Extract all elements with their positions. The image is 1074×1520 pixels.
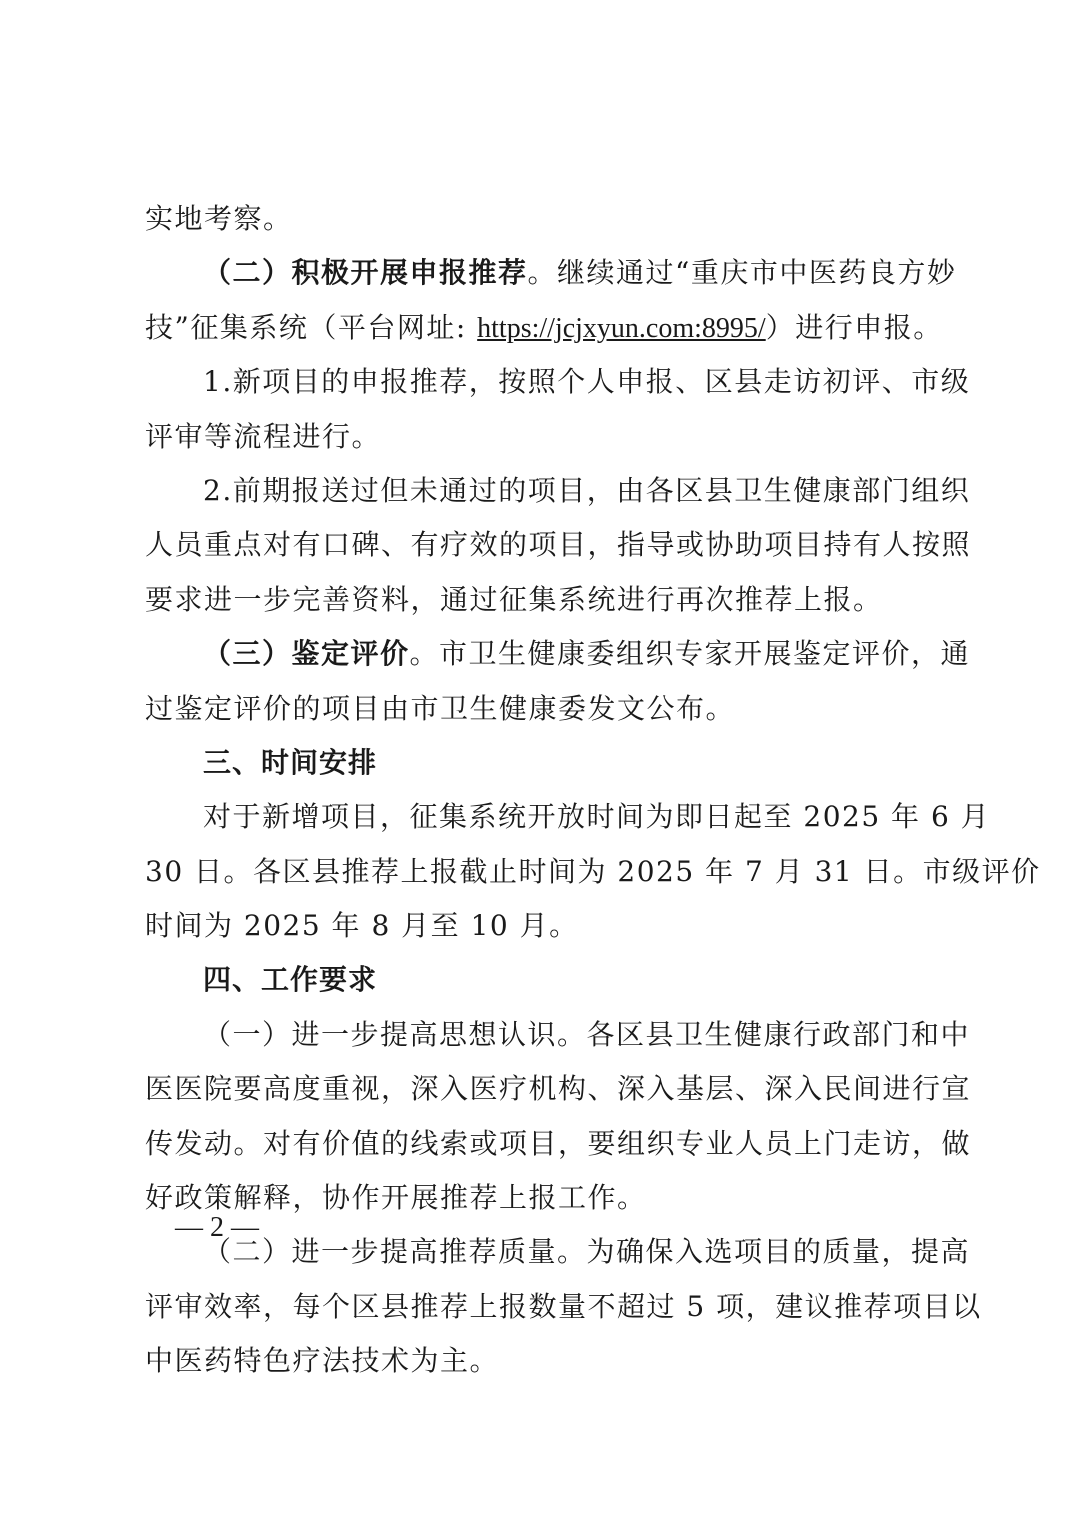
text: 中医药特色疗法技术为主。 xyxy=(145,1344,500,1378)
text: 实地考察。 xyxy=(145,202,293,235)
paragraph-line xyxy=(145,192,945,246)
paragraph-line xyxy=(145,845,1041,899)
text: （二）进一步提高推荐质量。为确保入选项目的质量，提高 xyxy=(203,1235,971,1269)
paragraph-line xyxy=(145,246,957,300)
paragraph-line xyxy=(145,1225,971,1279)
text: 30 日。各区县推荐上报截止时间为 2025 年 7 月 31 日。市级评价 xyxy=(145,854,1041,888)
paragraph-line xyxy=(145,1008,971,1062)
paragraph-line xyxy=(145,627,971,681)
paragraph-line xyxy=(145,518,972,572)
text: 。继续通过“重庆市中医药良方妙 xyxy=(527,256,957,290)
text: 对于新增项目，征集系统开放时间为即日起至 2025 年 6 月 xyxy=(203,800,991,834)
page-number: — 2 — xyxy=(175,1212,259,1243)
text: 评审效率，每个区县推荐上报数量不超过 5 项，建议推荐项目以 xyxy=(145,1289,982,1323)
paragraph-line xyxy=(145,355,971,409)
section-heading-text: 三、时间安排 xyxy=(203,745,378,779)
text: 1.新项目的申报推荐，按照个人申报、区县走访初评、市级 xyxy=(203,365,971,399)
text: 传发动。对有价值的线索或项目，要组织专业人员上门走访，做 xyxy=(145,1126,972,1160)
paragraph-line xyxy=(145,1062,972,1116)
paragraph-line xyxy=(145,1171,945,1225)
subheading-text: （三）鉴定评价 xyxy=(203,637,410,671)
section-heading-text: 四、工作要求 xyxy=(203,963,378,997)
text: （一）进一步提高思想认识。各区县卫生健康行政部门和中 xyxy=(203,1017,971,1051)
paragraph-line xyxy=(145,1280,982,1334)
document-body xyxy=(145,192,1041,1389)
paragraph-line xyxy=(145,682,945,736)
subheading-text: （二）积极开展申报推荐 xyxy=(203,256,528,290)
platform-url-link[interactable]: https://jcjxyun.com:8995/ xyxy=(477,312,766,344)
paragraph-line xyxy=(145,899,945,953)
text: 好政策解释，协作开展推荐上报工作。 xyxy=(145,1181,647,1215)
text: ）进行申报。 xyxy=(765,310,943,344)
paragraph-line xyxy=(145,1117,972,1171)
paragraph-line xyxy=(145,301,945,355)
paragraph-line xyxy=(145,410,945,464)
text: 过鉴定评价的项目由市卫生健康委发文公布。 xyxy=(145,691,736,725)
text: 人员重点对有口碑、有疗效的项目，指导或协助项目持有人按照 xyxy=(145,528,972,562)
paragraph-line xyxy=(145,573,945,627)
text: 评审等流程进行。 xyxy=(145,419,382,453)
text: 医医院要高度重视，深入医疗机构、深入基层、深入民间进行宣 xyxy=(145,1072,972,1106)
paragraph-line xyxy=(145,1334,945,1388)
text: 。市卫生健康委组织专家开展鉴定评价，通 xyxy=(409,637,971,671)
text: 技”征集系统（平台网址: xyxy=(145,310,478,344)
section-heading xyxy=(145,953,945,1007)
paragraph-line xyxy=(145,790,991,844)
section-heading xyxy=(145,736,945,790)
text: 要求进一步完善资料，通过征集系统进行再次推荐上报。 xyxy=(145,582,883,616)
paragraph-line xyxy=(145,464,971,518)
text: 时间为 2025 年 8 月至 10 月。 xyxy=(145,909,579,943)
text: 2.前期报送过但未通过的项目，由各区县卫生健康部门组织 xyxy=(203,473,971,507)
